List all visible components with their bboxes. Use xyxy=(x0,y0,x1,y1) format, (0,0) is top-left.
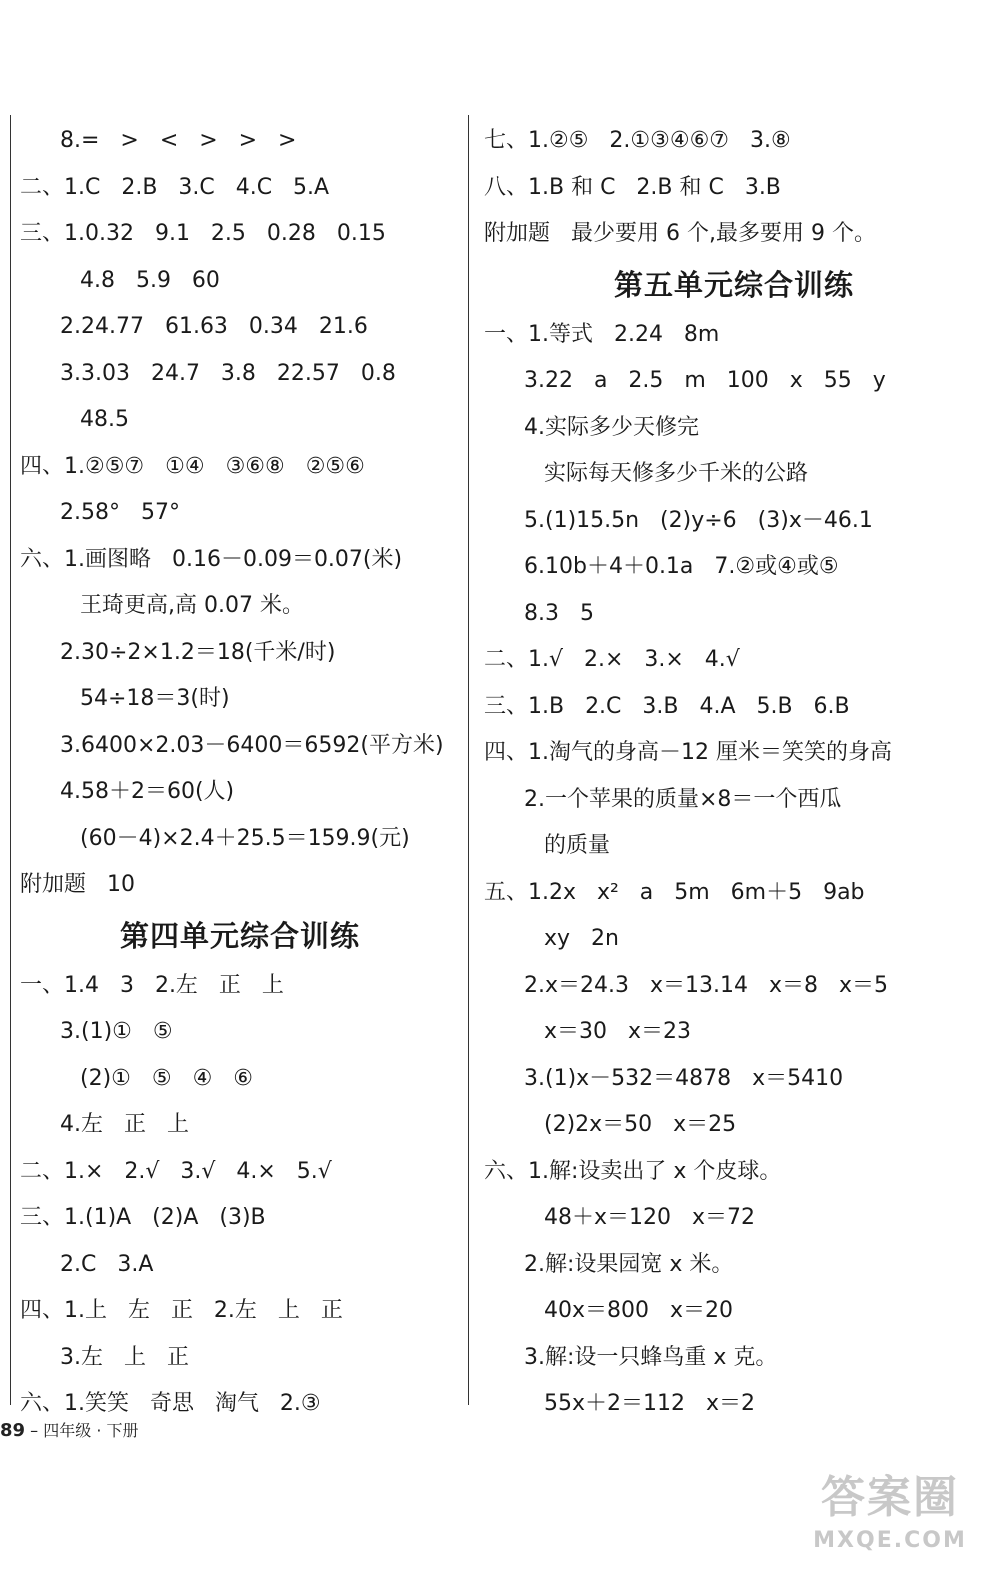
answer-line: 六、1.解:设卖出了 x 个皮球。 xyxy=(484,1158,782,1184)
answer-line: 六、1.笑笑 奇思 淘气 2.③ xyxy=(20,1391,321,1416)
answer-line: 4.58＋2＝60(人) xyxy=(60,779,235,804)
answer-line: 4.左 正 上 xyxy=(60,1112,189,1137)
answer-line: x＝30 x＝23 xyxy=(544,1019,692,1044)
watermark-logo xyxy=(800,1470,980,1565)
page-number: 89 xyxy=(0,1420,26,1441)
answer-line: 实际每天修多少千米的公路 xyxy=(544,461,809,486)
unit5-heading: 第五单元综合训练 xyxy=(613,267,854,302)
answer-line: 的质量 xyxy=(544,833,611,858)
answer-line: 五、1.2x x² a 5m 6m＋5 9ab xyxy=(484,879,865,905)
answer-line: 48.5 xyxy=(80,407,129,432)
answer-line: 八、1.B 和 C 2.B 和 C 3.B xyxy=(484,174,781,200)
answer-line: 3.(1)① ⑤ xyxy=(60,1019,173,1044)
answer-line: 2.一个苹果的质量×8＝一个西瓜 xyxy=(524,786,842,812)
column-divider xyxy=(468,115,469,1405)
page-footer xyxy=(0,1418,139,1441)
answer-line: 二、1.√ 2.× 3.× 4.√ xyxy=(484,647,740,672)
watermark-top-text: 答案圈 xyxy=(821,1472,959,1523)
answer-line: 六、1.画图略 0.16－0.09＝0.07(米) xyxy=(20,546,403,572)
answer-line: 48＋x＝120 x＝72 xyxy=(544,1205,755,1230)
answer-line: 王琦更高,高 0.07 米。 xyxy=(80,593,304,618)
watermark-bottom-text: MXQE.COM xyxy=(813,1528,967,1553)
answer-line: 四、1.淘气的身高－12 厘米＝笑笑的身高 xyxy=(484,740,892,765)
right-answer-list xyxy=(484,118,984,258)
answer-line: 二、1.C 2.B 3.C 4.C 5.A xyxy=(20,174,330,200)
answer-line: 二、1.× 2.√ 3.√ 4.× 5.√ xyxy=(20,1158,332,1184)
answer-line: 40x＝800 x＝20 xyxy=(544,1298,733,1323)
left-answer-list xyxy=(20,118,460,909)
answer-line: 3.(1)x－532＝4878 x＝5410 xyxy=(524,1065,844,1091)
answer-line: 3.6400×2.03－6400＝6592(平方米) xyxy=(60,732,444,758)
answer-line: 55x＋2＝112 x＝2 xyxy=(544,1391,755,1416)
answer-line: 3.解:设一只蜂鸟重 x 克。 xyxy=(524,1344,778,1370)
unit5-answer-list xyxy=(484,312,984,1428)
answer-line: 四、1.②⑤⑦ ①④ ③⑥⑧ ②⑤⑥ xyxy=(20,453,365,479)
answer-line: 6.10b＋4＋0.1a 7.②或④或⑤ xyxy=(524,554,839,579)
answer-line: 一、1.4 3 2.左 正 上 xyxy=(20,972,284,998)
answer-line: 3.左 上 正 xyxy=(60,1344,189,1370)
answer-line: 4.实际多少天修完 xyxy=(524,414,699,440)
answer-line: 四、1.上 左 正 2.左 上 正 xyxy=(20,1298,343,1323)
answer-line: 一、1.等式 2.24 8m xyxy=(484,321,720,347)
answer-line: 2.24.77 61.63 0.34 21.6 xyxy=(60,314,368,339)
answer-line: 8.= > < > > > xyxy=(60,128,297,153)
answer-line: xy 2n xyxy=(544,926,619,951)
answer-line: 三、1.0.32 9.1 2.5 0.28 0.15 xyxy=(20,221,386,246)
answer-line: (2)2x＝50 x＝25 xyxy=(544,1112,737,1137)
answer-line: 2.C 3.A xyxy=(60,1251,154,1277)
left-margin-rule xyxy=(10,115,11,1405)
unit4-answer-list xyxy=(20,963,460,1428)
answer-line: 8.3 5 xyxy=(524,600,594,626)
answer-line: 3.22 a 2.5 m 100 x 55 y xyxy=(524,368,886,393)
left-column xyxy=(20,118,460,1428)
answer-line: 54÷18＝3(时) xyxy=(80,686,230,711)
footer-label: – 四年级 · 下册 xyxy=(25,1421,139,1440)
answer-line: 三、1.(1)A (2)A (3)B xyxy=(20,1205,266,1230)
answer-line: 2.30÷2×1.2＝18(千米/时) xyxy=(60,639,336,665)
answer-line: 三、1.B 2.C 3.B 4.A 5.B 6.B xyxy=(484,693,850,719)
answer-line: 2.58° 57° xyxy=(60,500,180,525)
answer-line: 七、1.②⑤ 2.①③④⑥⑦ 3.⑧ xyxy=(484,128,791,153)
answer-line: (60－4)×2.4＋25.5＝159.9(元) xyxy=(80,825,410,851)
answer-line: 2.x＝24.3 x＝13.14 x＝8 x＝5 xyxy=(524,972,888,998)
answer-line: 3.3.03 24.7 3.8 22.57 0.8 xyxy=(60,360,396,386)
answer-line: 4.8 5.9 60 xyxy=(80,267,220,293)
answer-line: (2)① ⑤ ④ ⑥ xyxy=(80,1065,253,1091)
answer-line: 2.解:设果园宽 x 米。 xyxy=(524,1251,734,1277)
answer-line: 附加题 最少要用 6 个,最多要用 9 个。 xyxy=(484,221,876,246)
answer-line: 5.(1)15.5n (2)y÷6 (3)x－46.1 xyxy=(524,507,873,533)
unit4-heading: 第四单元综合训练 xyxy=(119,918,360,953)
right-column xyxy=(484,118,984,1428)
answer-line: 附加题 10 xyxy=(20,872,135,897)
